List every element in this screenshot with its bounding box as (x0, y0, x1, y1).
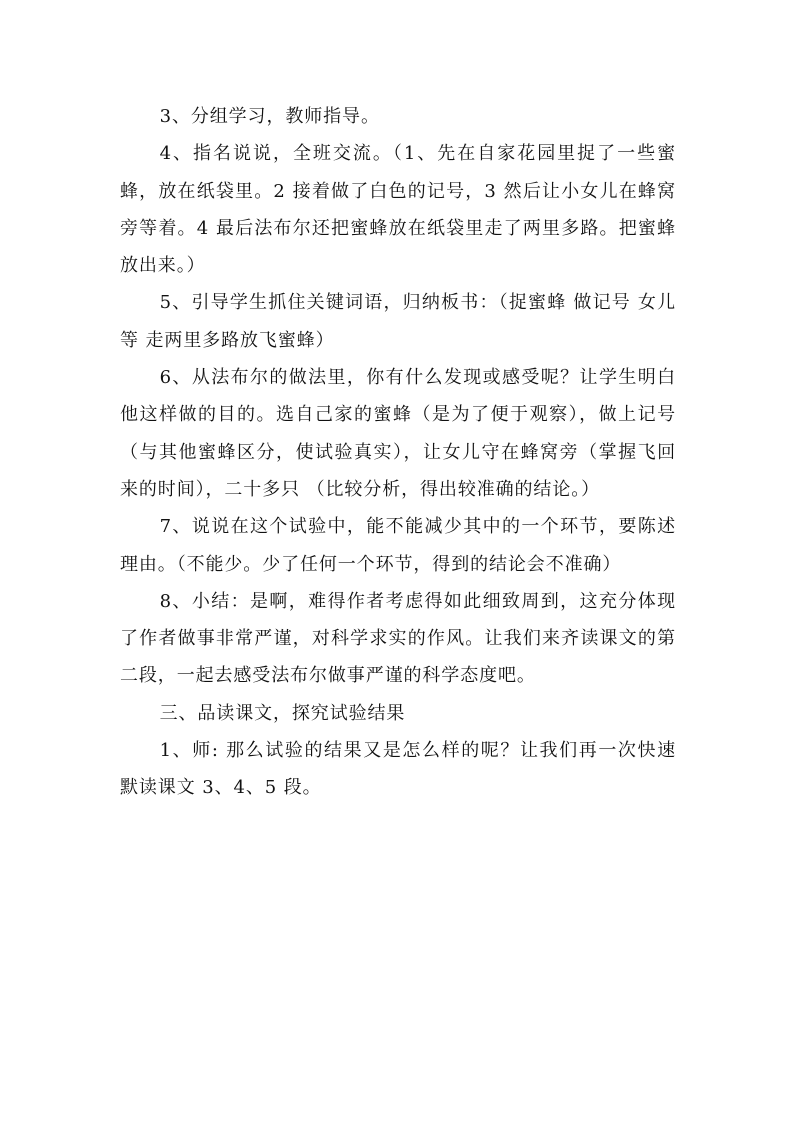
paragraph-step-6: 6、从法布尔的做法里，你有什么发现或感受呢？让学生明白他这样做的目的。选自己家的蜜蜂（是为了便于观察），做上记号（与其他蜜蜂区分，使试验真实），让女儿守在蜂窝旁（掌握飞回来的时间），二十多只 （比较分析，得出较准确的结论。） (120, 367, 676, 500)
document-body (120, 98, 676, 807)
paragraph-step-7: 7、说说在这个试验中，能不能减少其中的一个环节，要陈述理由。（不能少。少了任何一个环节，得到的结论会不准确） (120, 516, 676, 575)
paragraph-section-3-step-1: 1、师: 那么试验的结果又是怎么样的呢？让我们再一次快速默读课文 3、4、5 段。 (120, 740, 676, 799)
section-heading-3: 三、品读课文，探究试验结果 (159, 702, 406, 724)
paragraph-step-3: 3、分组学习，教师指导。 (159, 106, 380, 127)
paragraph-step-5: 5、引导学生抓住关键词语，归纳板书：（捉蜜蜂 做记号 女儿等 走两里多路放飞蜜蜂） (120, 292, 676, 351)
paragraph-step-4: 4、指名说说，全班交流。（1、先在自家花园里捉了一些蜜蜂，放在纸袋里。2 接着做了白色的记号，3 然后让小女儿在蜂窝旁等着。4 最后法布尔还把蜜蜂放在纸袋里走了两里多路。把蜜蜂放出来。） (120, 143, 676, 277)
paragraph-step-8-summary: 8、小结：是啊，难得作者考虑得如此细致周到，这充分体现了作者做事非常严谨，对科学求实的作风。让我们来齐读课文的第二段，一起去感受法布尔做事严谨的科学态度吧。 (120, 590, 676, 687)
